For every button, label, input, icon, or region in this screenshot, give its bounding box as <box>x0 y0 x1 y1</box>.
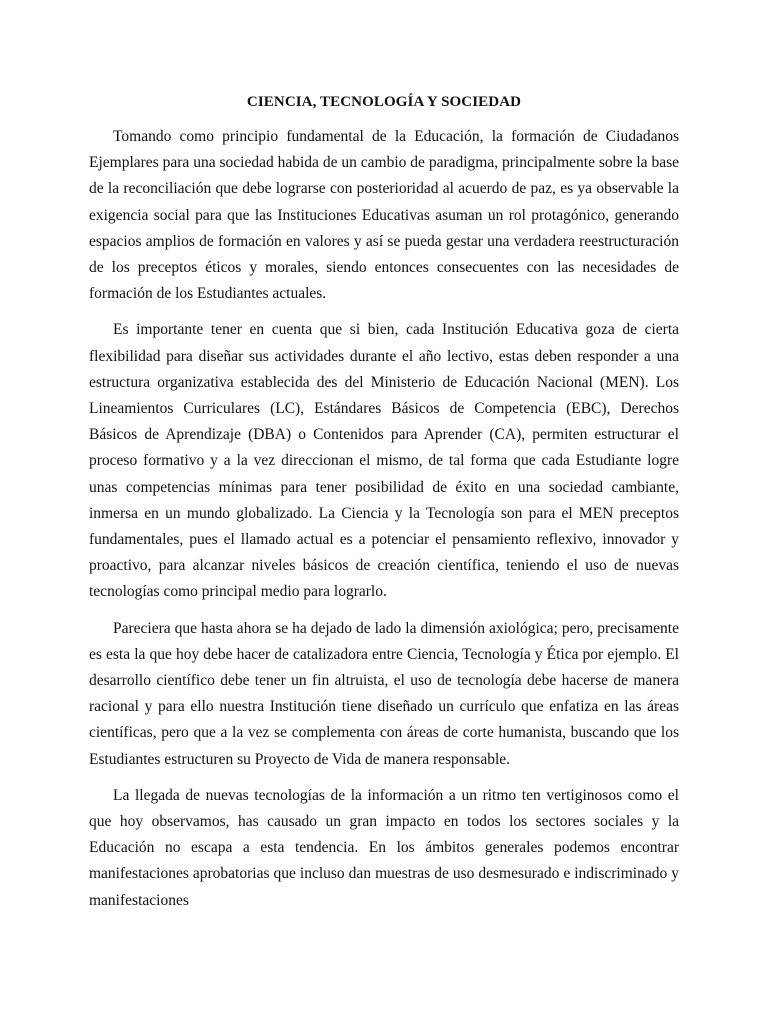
document-body <box>89 90 679 924</box>
document-title: CIENCIA, TECNOLOGÍA Y SOCIEDAD <box>246 94 522 110</box>
paragraph-4: La llegada de nuevas tecnologías de la información a un ritmo ten vertiginosos como el que hoy observamos, has causado un gran impacto en todos los sectores sociales y la Educación no escapa a esta tendencia. En los ámbitos generales podemos encontrar manifestaciones aprobatorias que incluso dan muestras de uso desmesurado e indiscriminado y manifestaciones <box>89 786 679 909</box>
paragraph-1: Tomando como principio fundamental de la Educación, la formación de Ciudadanos Ejemplares para una sociedad habida de un cambio de paradigma, principalmente sobre la base de la reconciliación que debe lograrse con posterioridad al acuerdo de paz, es ya observable la exigencia social para que las Instituciones Educativas asuman un rol protagónico, generando espacios amplios de formación en valores y así se pueda gestar una verdadera reestructuración de los preceptos éticos y morales, siendo entonces consecuentes con las necesidades de formación de los Estudiantes actuales. <box>89 128 679 303</box>
paragraph-3: Pareciera que hasta ahora se ha dejado de lado la dimensión axiológica; pero, precisamente es esta la que hoy debe hacer de catalizadora entre Ciencia, Tecnología y Ética por ejemplo. El desarrollo científico debe tener un fin altruista, el uso de tecnología debe hacerse de manera racional y para ello nuestra Institución tiene diseñado un currículo que enfatiza en las áreas científicas, pero que a la vez se complementa con áreas de corte humanista, buscando que los Estudiantes estructuren su Proyecto de Vida de manera responsable. <box>89 619 679 768</box>
paragraph-2: Es importante tener en cuenta que si bien, cada Institución Educativa goza de cierta flexibilidad para diseñar sus actividades durante el año lectivo, estas deben responder a una estructura organizativa establecida des del Ministerio de Educación Nacional (MEN). Los Lineamientos Curriculares (LC), Estándares Básicos de Competencia (EBC), Derechos Básicos de Aprendizaje (DBA) o Contenidos para Aprender (CA), permiten estructurar el proceso formativo y a la vez direccionan el mismo, de tal forma que cada Estudiante logre unas competencias mínimas para tener posibilidad de éxito en una sociedad cambiante, inmersa en un mundo globalizado. La Ciencia y la Tecnología son para el MEN preceptos fundamentales, pues el llamado actual es a potenciar el pensamiento reflexivo, innovador y proactivo, para alcanzar niveles básicos de creación científica, teniendo el uso de nuevas tecnologías como principal medio para lograrlo. <box>89 321 679 601</box>
